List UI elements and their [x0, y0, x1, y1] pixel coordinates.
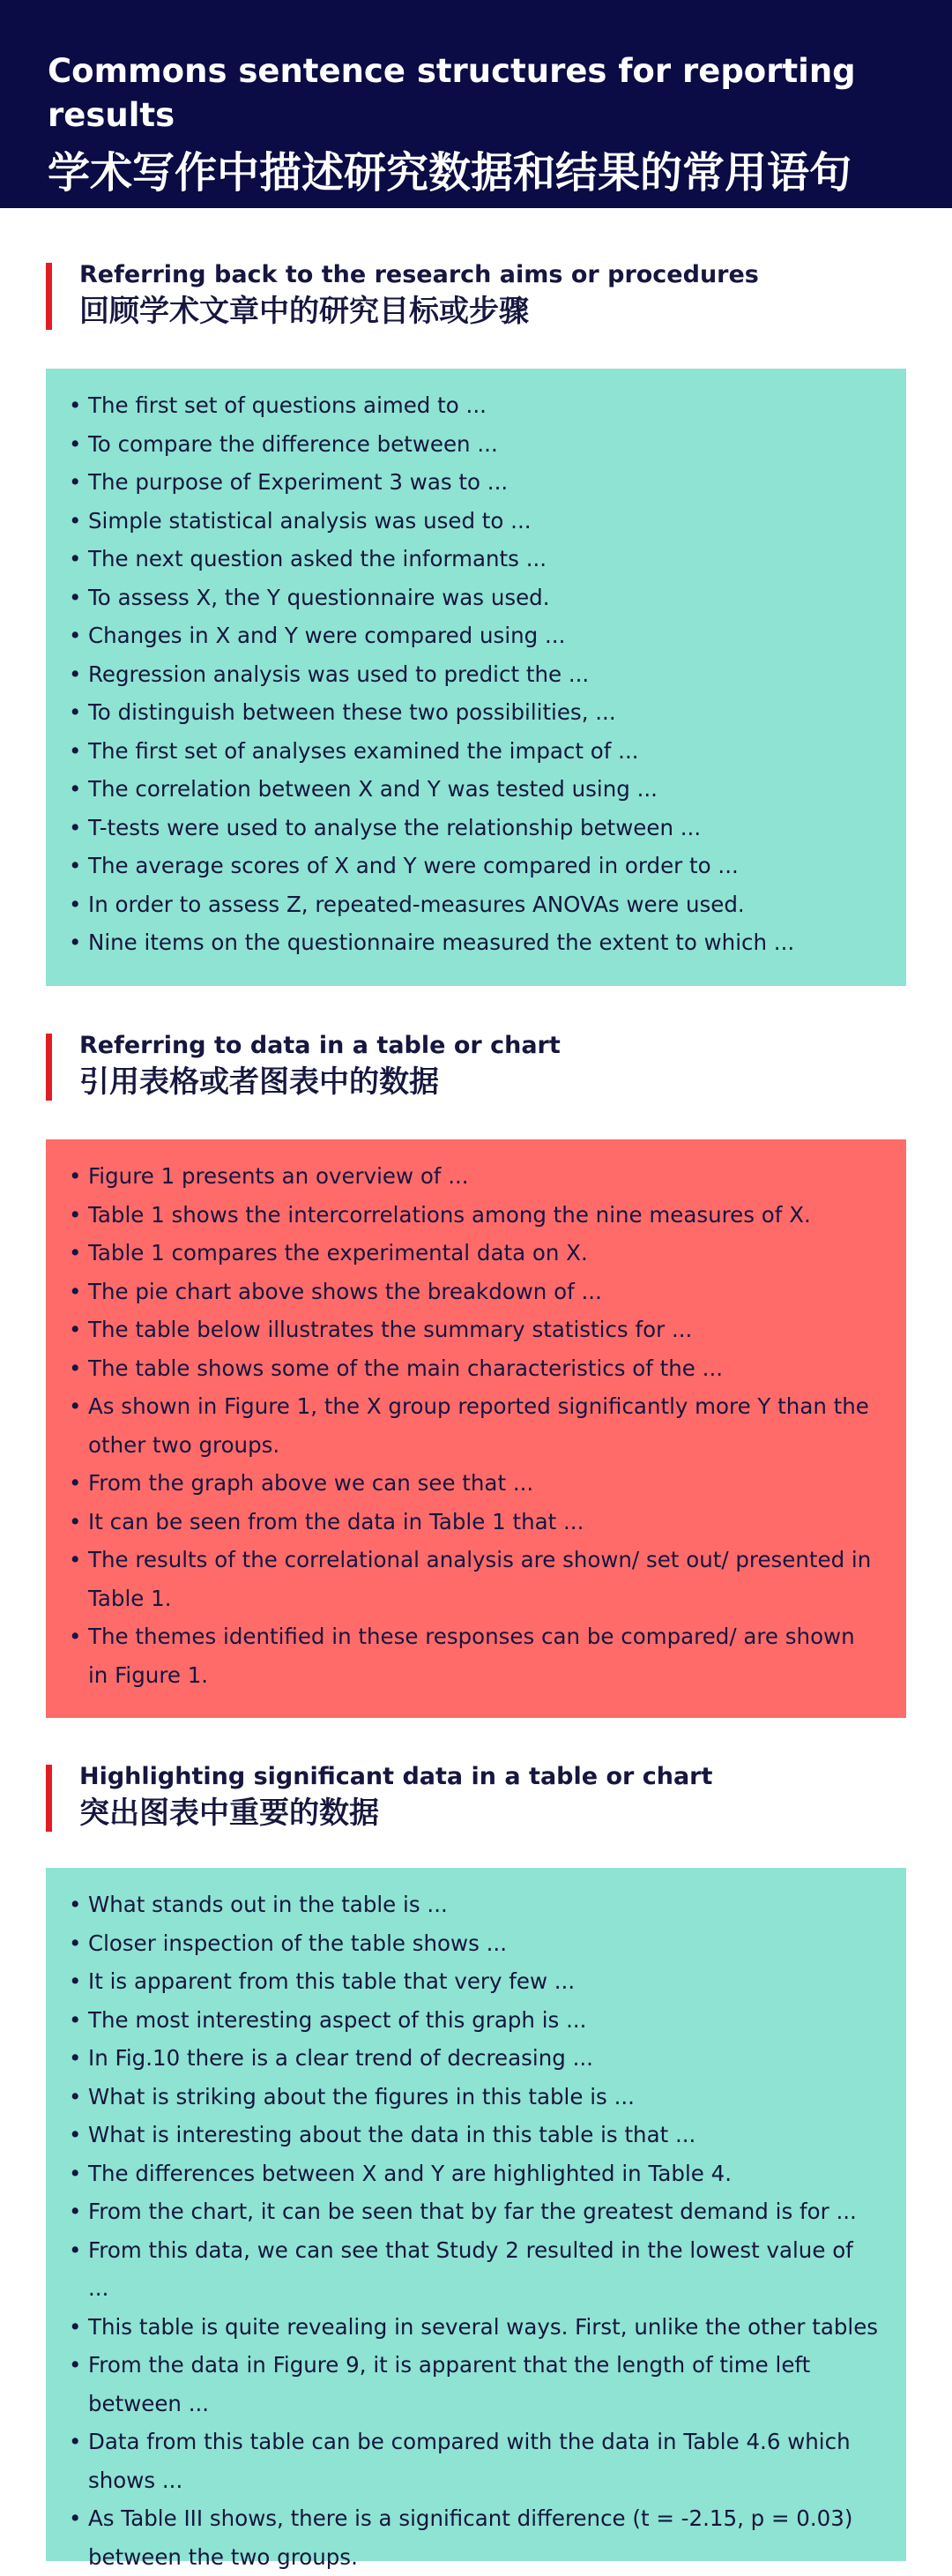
- section-title-zh: 突出图表中重要的数据: [79, 1796, 379, 1831]
- phrase-item: • To assess X, the Y questionnaire was used.: [69, 579, 880, 617]
- phrase-item: • What stands out in the table is ...: [69, 1885, 880, 1924]
- accent-bar: [46, 263, 52, 330]
- phrase-item: • It can be seen from the data in Table 1 that ...: [69, 1503, 880, 1542]
- phrase-box-data-reference: [46, 1139, 906, 1718]
- page-header: [0, 0, 952, 208]
- phrase-item: • From this data, we can see that Study 2 resulted in the lowest value of ...: [69, 2231, 880, 2308]
- phrase-list: [69, 1885, 880, 2576]
- section-heading: [0, 1030, 952, 1100]
- phrase-item: • The first set of questions aimed to ...: [69, 386, 880, 425]
- phrase-item: • Closer inspection of the table shows ...: [69, 1924, 880, 1963]
- phrase-item: • What is interesting about the data in this table is that ...: [69, 2116, 880, 2154]
- section-research-aims: [0, 259, 952, 329]
- phrase-item: • From the data in Figure 9, it is apparent that the length of time left between ...: [69, 2346, 880, 2423]
- phrase-box-research-aims: [46, 369, 906, 986]
- phrase-list: [69, 1157, 880, 1694]
- phrase-item: • The correlation between X and Y was tested using ...: [69, 770, 880, 809]
- phrase-item: • From the graph above we can see that ...: [69, 1464, 880, 1503]
- section-heading: [0, 1761, 952, 1831]
- phrase-item: • Simple statistical analysis was used to ...: [69, 502, 880, 541]
- section-title-en: Highlighting significant data in a table or chart: [79, 1763, 713, 1790]
- section-title-en: Referring back to the research aims or procedures: [79, 261, 759, 288]
- phrase-item: • It is apparent from this table that very few ...: [69, 1962, 880, 2001]
- accent-bar: [46, 1765, 52, 1832]
- phrase-item: • In Fig.10 there is a clear trend of decreasing ...: [69, 2039, 880, 2078]
- phrase-item: • The purpose of Experiment 3 was to ...: [69, 463, 880, 502]
- phrase-item: • From the chart, it can be seen that by far the greatest demand is for ...: [69, 2192, 880, 2231]
- phrase-item: • The first set of analyses examined the impact of ...: [69, 732, 880, 771]
- phrase-item: • Table 1 shows the intercorrelations among the nine measures of X.: [69, 1196, 880, 1235]
- section-title-zh: 回顾学术文章中的研究目标或步骤: [79, 294, 529, 329]
- phrase-item: • The differences between X and Y are highlighted in Table 4.: [69, 2154, 880, 2193]
- section-data-reference: [0, 1030, 952, 1100]
- phrase-item: • The next question asked the informants ...: [69, 540, 880, 579]
- page-title-en: Commons sentence structures for reporting results: [48, 52, 856, 134]
- phrase-item: • The pie chart above shows the breakdown of ...: [69, 1273, 880, 1311]
- phrase-item: • The table below illustrates the summary statistics for ...: [69, 1310, 880, 1349]
- section-heading: [0, 259, 952, 329]
- phrase-item: • Table 1 compares the experimental data on X.: [69, 1234, 880, 1273]
- phrase-list: [69, 386, 880, 962]
- phrase-item: • As shown in Figure 1, the X group reported significantly more Y than the other two groups.: [69, 1387, 880, 1464]
- section-significant-data: [0, 1761, 952, 1831]
- section-title-en: Referring to data in a table or chart: [79, 1032, 561, 1059]
- phrase-item: • Figure 1 presents an overview of ...: [69, 1157, 880, 1196]
- phrase-item: • To compare the difference between ...: [69, 425, 880, 464]
- section-title-zh: 引用表格或者图表中的数据: [79, 1064, 439, 1100]
- phrase-box-significant-data: [46, 1868, 906, 2570]
- phrase-item: • The themes identified in these responses can be compared/ are shown in Figure 1.: [69, 1617, 880, 1694]
- phrase-item: • What is striking about the figures in this table is ...: [69, 2078, 880, 2117]
- phrase-item: • As Table III shows, there is a significant difference (t = -2.15, p = 0.03) between the two groups.: [69, 2499, 880, 2576]
- phrase-item: • Data from this table can be compared with the data in Table 4.6 which shows ...: [69, 2423, 880, 2499]
- phrase-item: • Regression analysis was used to predict the ...: [69, 655, 880, 694]
- phrase-item: • The average scores of X and Y were compared in order to ...: [69, 847, 880, 885]
- phrase-item: • Nine items on the questionnaire measured the extent to which ...: [69, 923, 880, 962]
- phrase-item: • The results of the correlational analysis are shown/ set out/ presented in Table 1.: [69, 1541, 880, 1617]
- phrase-item: • Changes in X and Y were compared using ...: [69, 616, 880, 655]
- phrase-item: • T-tests were used to analyse the relationship between ...: [69, 809, 880, 847]
- page-title-zh: 学术写作中描述研究数据和结果的常用语句: [48, 148, 852, 198]
- accent-bar: [46, 1034, 52, 1101]
- phrase-item: • In order to assess Z, repeated-measures ANOVAs were used.: [69, 885, 880, 924]
- phrase-item: • The most interesting aspect of this graph is ...: [69, 2001, 880, 2040]
- phrase-item: • This table is quite revealing in several ways. First, unlike the other tables: [69, 2308, 880, 2347]
- phrase-item: • To distinguish between these two possibilities, ...: [69, 693, 880, 732]
- phrase-item: • The table shows some of the main characteristics of the ...: [69, 1349, 880, 1388]
